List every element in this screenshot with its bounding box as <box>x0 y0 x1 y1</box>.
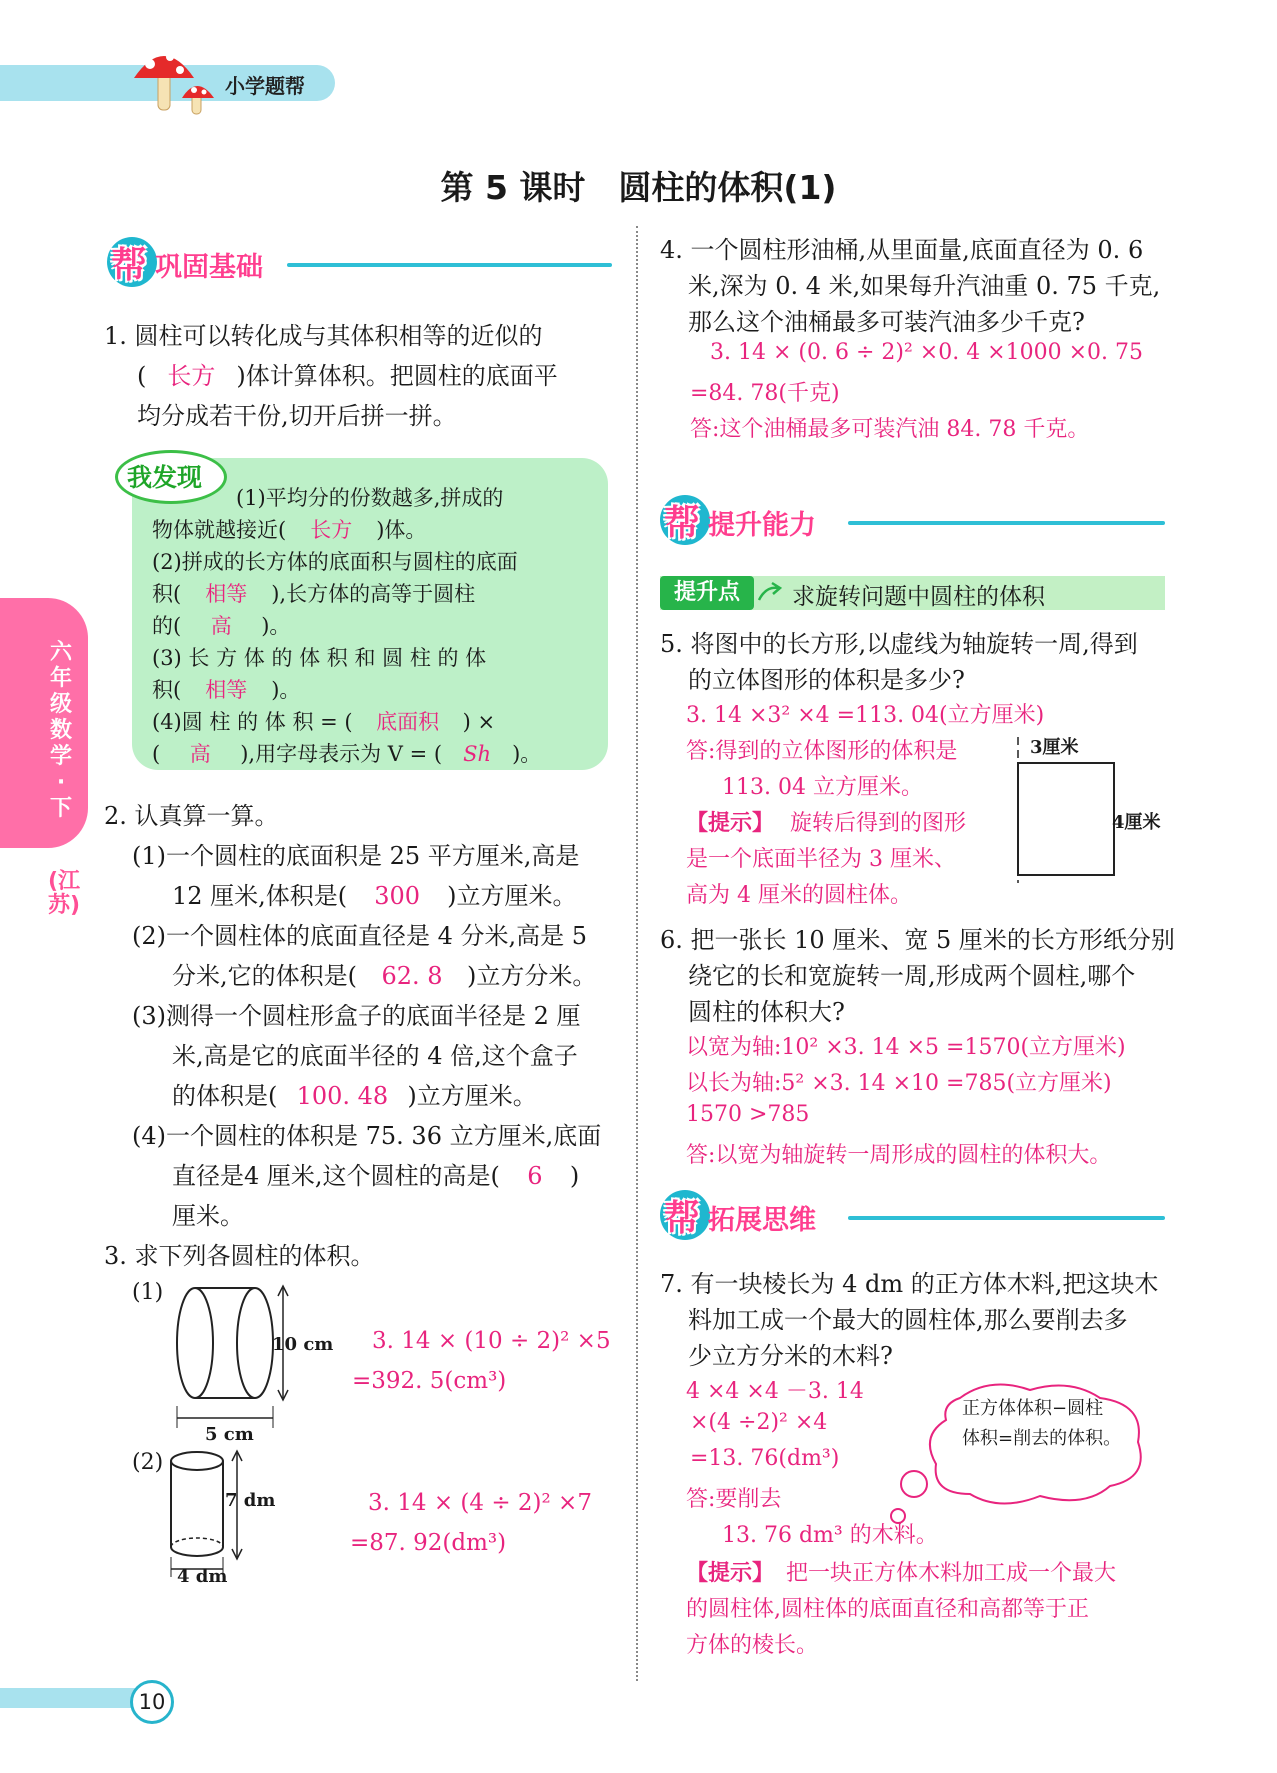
disc-3a: (3) 长 方 体 的 体 积 和 圆 柱 的 体 <box>152 646 487 670</box>
q5-ans1: 3. 14 ×3² ×4 =113. 04(立方厘米) <box>686 703 1045 728</box>
page-title: 第 5 课时 圆柱的体积(1) <box>440 168 837 207</box>
bang-glyph: 帮 <box>111 245 148 286</box>
q6-line1: 6. 把一张长 10 厘米、宽 5 厘米的长方形纸分别 <box>660 926 1175 954</box>
cylinder-2-diameter: 4 dm <box>177 1566 228 1587</box>
disc-2c: 的( 高 )。 <box>152 614 291 638</box>
q6-ans4: 答:以宽为轴旋转一周形成的圆柱的体积大。 <box>686 1143 1112 1168</box>
cylinder-1-figure <box>165 1278 335 1438</box>
q2-3a: (3)测得一个圆柱形盒子的底面半径是 2 厘 <box>132 1002 581 1030</box>
rectangle-width-label: 3厘米 <box>1030 737 1079 758</box>
q7-tip1: 【提示】 把一块正方体木料加工成一个最大 <box>686 1560 1117 1586</box>
q5-line1: 5. 将图中的长方形,以虚线为轴旋转一周,得到 <box>660 630 1138 658</box>
cylinder-2-figure <box>165 1445 275 1585</box>
q2-1b: 12 厘米,体积是( 300 )立方厘米。 <box>172 882 577 910</box>
q4-ans2: =84. 78(千克) <box>690 381 840 406</box>
q2-4a: (4)一个圆柱的体积是 75. 36 立方厘米,底面 <box>132 1122 602 1150</box>
q5-ans3: 113. 04 立方厘米。 <box>722 775 923 800</box>
arrow-icon <box>756 580 786 606</box>
cylinder-1-diameter: 5 cm <box>205 1424 254 1445</box>
q5-ans2: 答:得到的立体图形的体积是 <box>686 739 958 764</box>
q7-tip2: 的圆柱体,圆柱体的底面直径和高都等于正 <box>686 1597 1089 1622</box>
q3-head: 3. 求下列各圆柱的体积。 <box>104 1242 375 1270</box>
q7-ans4: 答:要削去 <box>686 1487 782 1512</box>
q6-ans1: 以宽为轴:10² ×3. 14 ×5 =1570(立方厘米) <box>686 1035 1126 1060</box>
q5-tip2: 是一个底面半径为 3 厘米、 <box>686 847 956 872</box>
q4-ans3: 答:这个油桶最多可装汽油 84. 78 千克。 <box>690 417 1090 442</box>
tisheng-label: 提升点 <box>660 576 754 610</box>
q7-tip3: 方体的棱长。 <box>686 1633 819 1658</box>
q3-1-ans1: 3. 14 × (10 ÷ 2)² ×5 <box>372 1328 611 1354</box>
bang-glyph: 帮 <box>664 1198 701 1239</box>
disc-1a: (1)平均分的份数越多,拼成的 <box>236 486 504 510</box>
q4-line3: 那么这个油桶最多可装汽油多少千克? <box>688 308 1085 336</box>
q7-line2: 料加工成一个最大的圆柱体,那么要削去多 <box>688 1306 1128 1334</box>
q4-ans1: 3. 14 × (0. 6 ÷ 2)² ×0. 4 ×1000 ×0. 75 <box>710 340 1144 365</box>
q5-tip3: 高为 4 厘米的圆柱体。 <box>686 883 912 908</box>
bubble-line1: 正方体体积−圆柱 <box>962 1398 1104 1419</box>
q2-3c: 的体积是( 100. 48 )立方厘米。 <box>172 1082 537 1110</box>
disc-4b: ( 高 ),用字母表示为 V = ( Sh )。 <box>152 742 542 766</box>
side-tab-grade: 六年级数学·下 <box>49 640 72 821</box>
q2-head: 2. 认真算一算。 <box>104 802 279 830</box>
brand-name: 小学题帮 <box>225 74 305 98</box>
q4-line2: 米,深为 0. 4 米,如果每升汽油重 0. 75 千克, <box>688 272 1161 300</box>
disc-4a: (4)圆 柱 的 体 积 = ( 底面积 ) × <box>152 710 496 734</box>
q1-answer-1: 长方 <box>167 362 216 390</box>
q3-2-ans1: 3. 14 × (4 ÷ 2)² ×7 <box>368 1490 592 1516</box>
mushroom-logo-icon <box>128 42 223 117</box>
cylinder-1-height: 10 cm <box>272 1334 334 1355</box>
q3-1-label: (1) <box>132 1280 164 1305</box>
disc-3b: 积( 相等 )。 <box>152 678 301 702</box>
q1-line3: 均分成若干份,切开后拼一拼。 <box>137 402 457 430</box>
q7-ans2: ×(4 ÷2)² ×4 <box>690 1410 828 1435</box>
disc-1b: 物体就越接近( 长方 )体。 <box>152 518 427 542</box>
q6-ans3: 1570 >785 <box>686 1102 810 1127</box>
column-divider <box>636 226 638 1681</box>
discovery-label: 我发现 <box>127 463 203 492</box>
q3-1-ans2: =392. 5(cm³) <box>352 1368 507 1394</box>
page-number: 10 <box>130 1680 174 1724</box>
disc-2a: (2)拼成的长方体的底面积与圆柱的底面 <box>152 550 518 574</box>
q6-ans2: 以长为轴:5² ×3. 14 ×10 =785(立方厘米) <box>686 1071 1112 1096</box>
rectangle-height-label: 4厘米 <box>1112 812 1161 833</box>
section-extend <box>660 1190 1165 1240</box>
bubble-line2: 体积=削去的体积。 <box>962 1428 1122 1449</box>
side-tab-region: (江苏) <box>48 869 81 918</box>
q7-line1: 7. 有一块棱长为 4 dm 的正方体木料,把这块木 <box>660 1270 1159 1298</box>
section-extend-title: 拓展思维 <box>708 1205 816 1236</box>
side-tab <box>0 598 88 848</box>
q1-line2: ( 长方 )体计算体积。把圆柱的底面平 <box>137 356 558 391</box>
section-basic <box>107 237 612 287</box>
q2-4b: 直径是4 厘米,这个圆柱的高是( 6 ) <box>172 1162 580 1190</box>
bang-glyph: 帮 <box>664 503 701 544</box>
tisheng-text: 求旋转问题中圆柱的体积 <box>792 584 1045 610</box>
q7-ans1: 4 ×4 ×4 －3. 14 <box>686 1379 864 1404</box>
disc-2b: 积( 相等 ),长方体的高等于圆柱 <box>152 582 476 606</box>
section-improve <box>660 495 1165 545</box>
q4-line1: 4. 一个圆柱形油桶,从里面量,底面直径为 0. 6 <box>660 236 1144 264</box>
q5-line2: 的立体图形的体积是多少? <box>688 666 965 694</box>
q3-2-label: (2) <box>132 1450 164 1475</box>
section-basic-title: 巩固基础 <box>155 252 263 283</box>
q6-line3: 圆柱的体积大? <box>688 998 845 1026</box>
q2-2b: 分米,它的体积是( 62. 8 )立方分米。 <box>172 962 597 990</box>
q2-1a: (1)一个圆柱的底面积是 25 平方厘米,高是 <box>132 842 580 870</box>
q6-line2: 绕它的长和宽旋转一周,形成两个圆柱,哪个 <box>688 962 1136 990</box>
q3-2-ans2: =87. 92(dm³) <box>350 1530 507 1556</box>
q1-line1: 1. 圆柱可以转化成与其体积相等的近似的 <box>104 322 543 350</box>
footer-bar <box>0 1688 150 1708</box>
q2-4c: 厘米。 <box>172 1202 244 1230</box>
q7-line3: 少立方分米的木料? <box>688 1342 893 1370</box>
cylinder-2-height: 7 dm <box>225 1490 276 1511</box>
section-improve-title: 提升能力 <box>708 510 816 541</box>
q7-ans5: 13. 76 dm³ 的木料。 <box>722 1523 938 1548</box>
q2-3b: 米,高是它的底面半径的 4 倍,这个盒子 <box>172 1042 578 1070</box>
q2-2a: (2)一个圆柱体的底面直径是 4 分米,高是 5 <box>132 922 588 950</box>
q7-ans3: =13. 76(dm³) <box>690 1446 840 1471</box>
q5-tip1: 【提示】 旋转后得到的图形 <box>686 810 967 836</box>
